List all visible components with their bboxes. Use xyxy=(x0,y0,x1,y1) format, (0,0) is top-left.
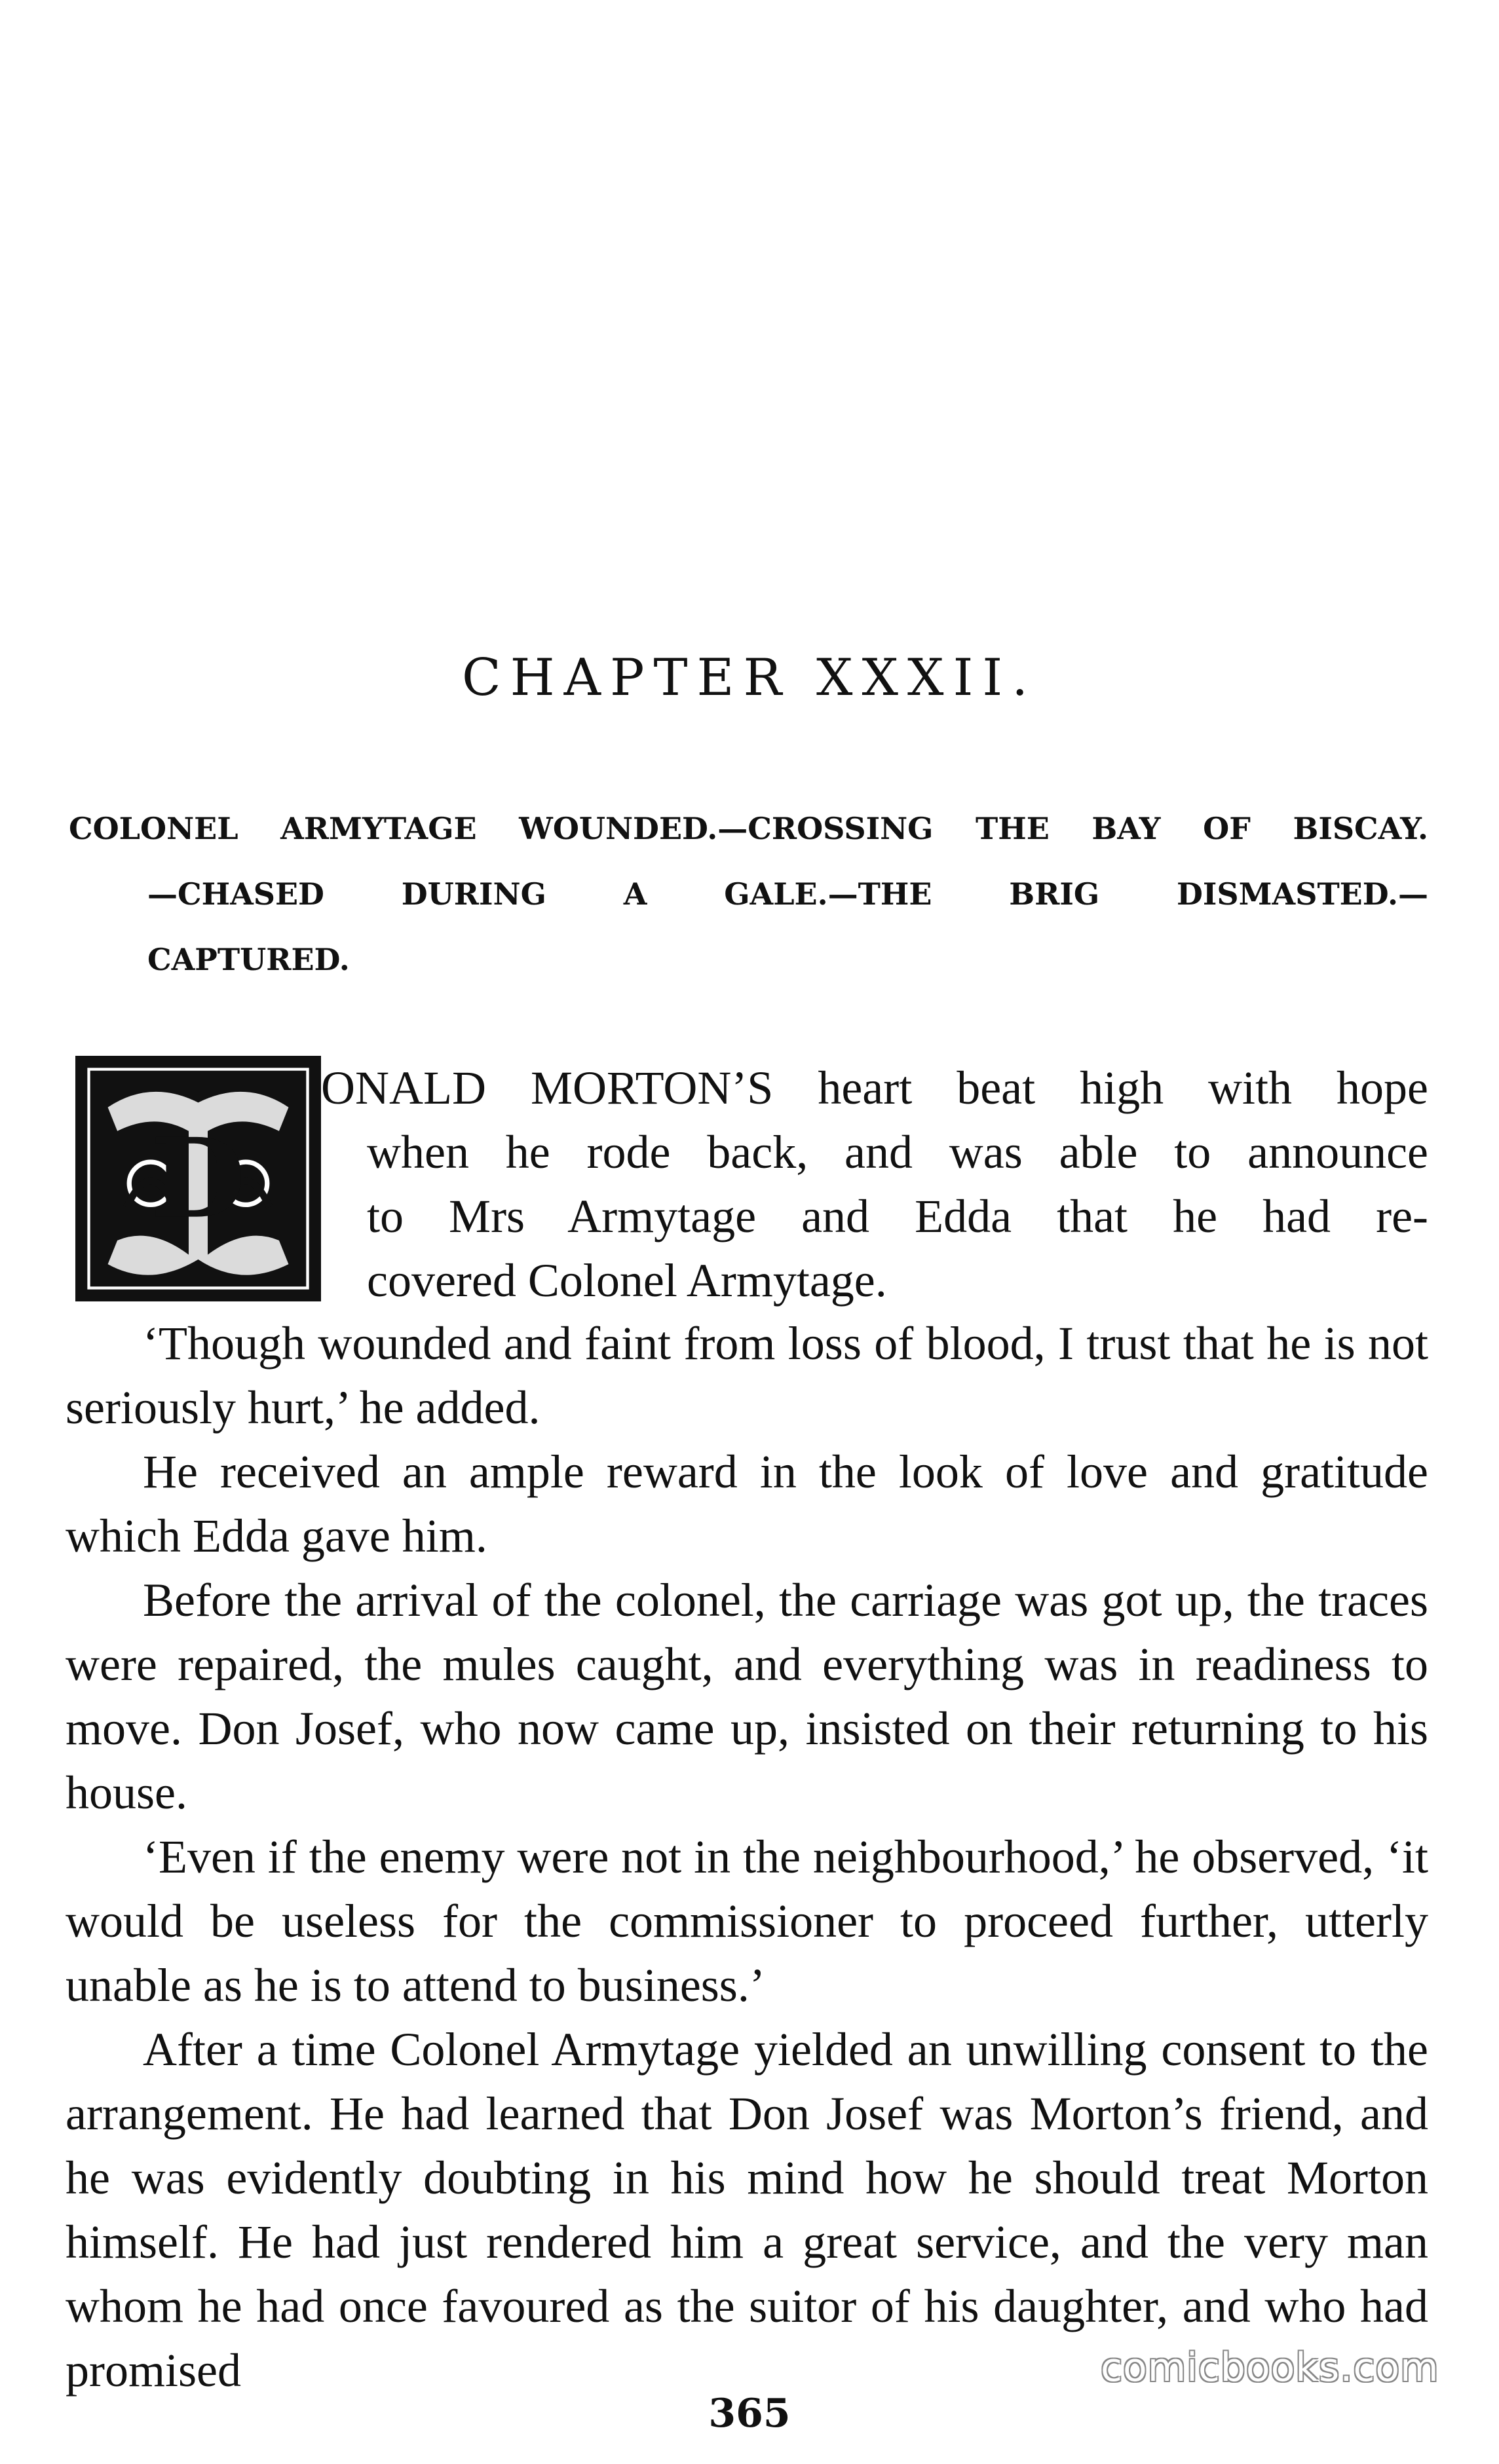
chapter-title: CHAPTER XXXII. xyxy=(461,648,1037,707)
paragraph: After a time Colonel Armytage yielded an unwilling consent to the arrangement. He had learned that Don Josef was Morton’s friend, and he was evidently doubting in his mind how he should treat Morton himself. He had just rendered him a great service, and the very man whom he had once favoured as the suitor of his daughter, and who had promised xyxy=(66,2023,1428,2397)
chapter-synopsis xyxy=(69,796,1428,992)
synopsis-line: COLONEL ARMYTAGE WOUNDED.—CROSSING THE BAY OF BISCAY. xyxy=(69,811,1428,846)
opening-line: when he rode back, and was able to announce xyxy=(367,1126,1428,1178)
chapter-body xyxy=(66,1311,1428,2402)
paragraph: He received an ample reward in the look of love and gratitude which Edda gave him. xyxy=(66,1446,1428,1562)
paragraph: ‘Though wounded and faint from loss of blood, I trust that he is not seriously hurt,’ he added. xyxy=(66,1317,1428,1434)
opening-line: ONALD MORTON’S heart beat high with hope xyxy=(321,1062,1428,1114)
synopsis-line: CAPTURED. xyxy=(147,942,350,977)
opening-paragraph xyxy=(66,1056,1428,1313)
dropcap-letter: D xyxy=(151,1114,246,1243)
opening-line: to Mrs Armytage and Edda that he had re- xyxy=(367,1190,1428,1242)
watermark: comicbooks.com xyxy=(1101,2345,1439,2391)
opening-line: covered Colonel Armytage. xyxy=(367,1254,887,1307)
page-number: 365 xyxy=(708,2391,791,2436)
synopsis-line: —CHASED DURING A GALE.—THE BRIG DISMASTED.— xyxy=(147,876,1428,912)
paragraph: Before the arrival of the colonel, the carriage was got up, the traces were repaired, the mules caught, and everything was in readiness to move. Don Josef, who now came up, insisted on their returning to his house. xyxy=(66,1574,1428,1819)
paragraph: ‘Even if the enemy were not in the neighbourhood,’ he observed, ‘it would be useless for the commissioner to proceed further, utterly unable as he is to attend to business.’ xyxy=(66,1831,1428,2011)
